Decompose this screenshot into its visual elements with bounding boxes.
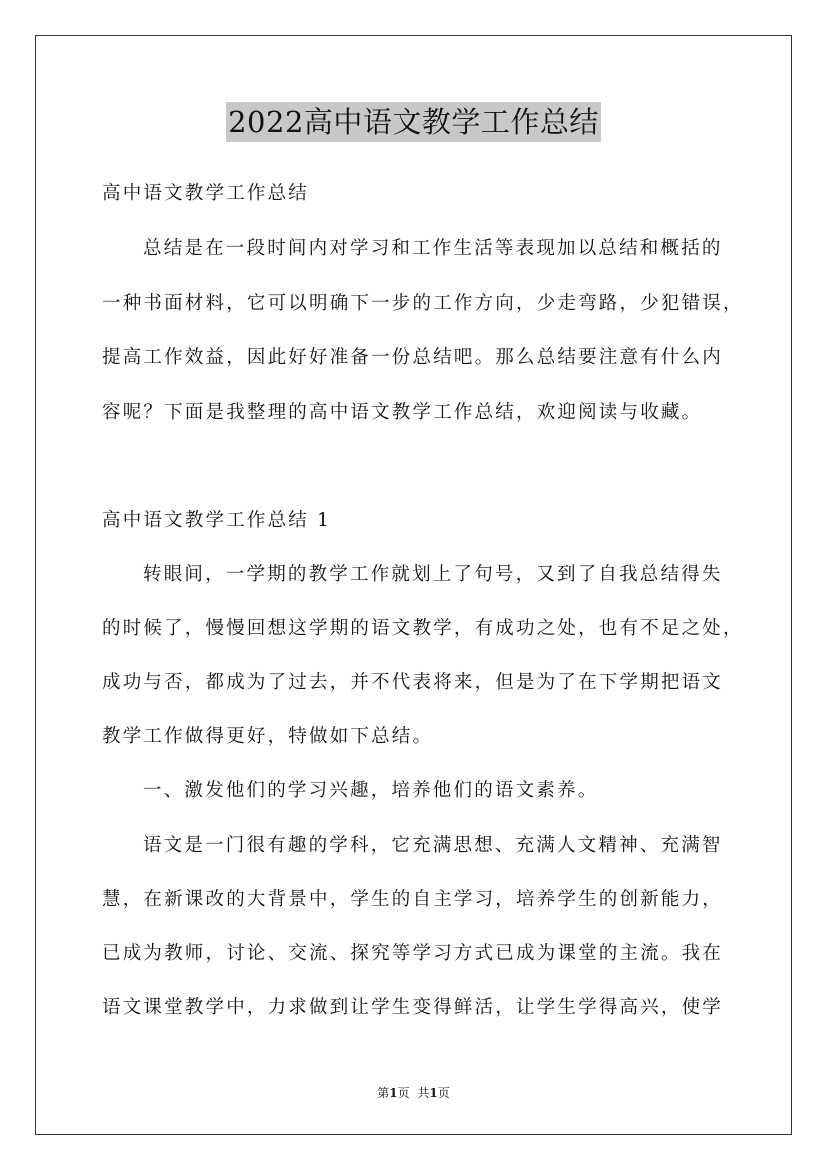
intro-line-1: 总结是在一段时间内对学习和工作生活等表现加以总结和概括的 [143, 238, 723, 259]
document-title: 2022高中语文教学工作总结 [226, 102, 601, 142]
para2-line-1: 语文是一门很有趣的学科，它充满思想、充满人文精神、充满智 [143, 835, 723, 856]
para2-line-2: 慧，在新课改的大背景中，学生的自主学习，培养学生的创新能力， [102, 889, 724, 910]
intro-line-2: 一种书面材料，它可以明确下一步的工作方向，少走弯路，少犯错误， [102, 293, 744, 314]
intro-line-4: 容呢？下面是我整理的高中语文教学工作总结，欢迎阅读与收藏。 [102, 402, 703, 423]
para1-line-4: 教学工作做得更好，特做如下总结。 [102, 726, 434, 747]
para1-line-2: 的时候了，慢慢回想这学期的语文教学，有成功之处，也有不足之处， [102, 618, 744, 639]
page-footer [0, 1084, 827, 1101]
section-1-heading: 一、激发他们的学习兴趣，培养他们的语文素养。 [143, 780, 599, 801]
footer-total-prefix: 共 [417, 1086, 430, 1100]
para2-line-4: 语文课堂教学中，力求做到让学生变得鲜活，让学生学得高兴，使学 [102, 997, 724, 1018]
footer-page-number: 1 [389, 1086, 398, 1100]
footer-total-suffix: 页 [437, 1086, 450, 1100]
para1-line-3: 成功与否，都成为了过去，并不代表将来，但是为了在下学期把语文 [102, 672, 724, 693]
para1-line-1: 转眼间，一学期的教学工作就划上了句号，又到了自我总结得失 [143, 564, 723, 585]
intro-line-3: 提高工作效益，因此好好准备一份总结吧。那么总结要注意有什么内 [102, 347, 724, 368]
title-wrap [0, 102, 827, 142]
heading-2: 高中语文教学工作总结 1 [102, 510, 332, 531]
footer-total-number: 1 [429, 1086, 438, 1100]
heading-1: 高中语文教学工作总结 [102, 183, 310, 204]
footer-page-prefix: 第 [377, 1086, 390, 1100]
para2-line-3: 已成为教师，讨论、交流、探究等学习方式已成为课堂的主流。我在 [102, 943, 724, 964]
footer-page-suffix: 页 [397, 1086, 410, 1100]
